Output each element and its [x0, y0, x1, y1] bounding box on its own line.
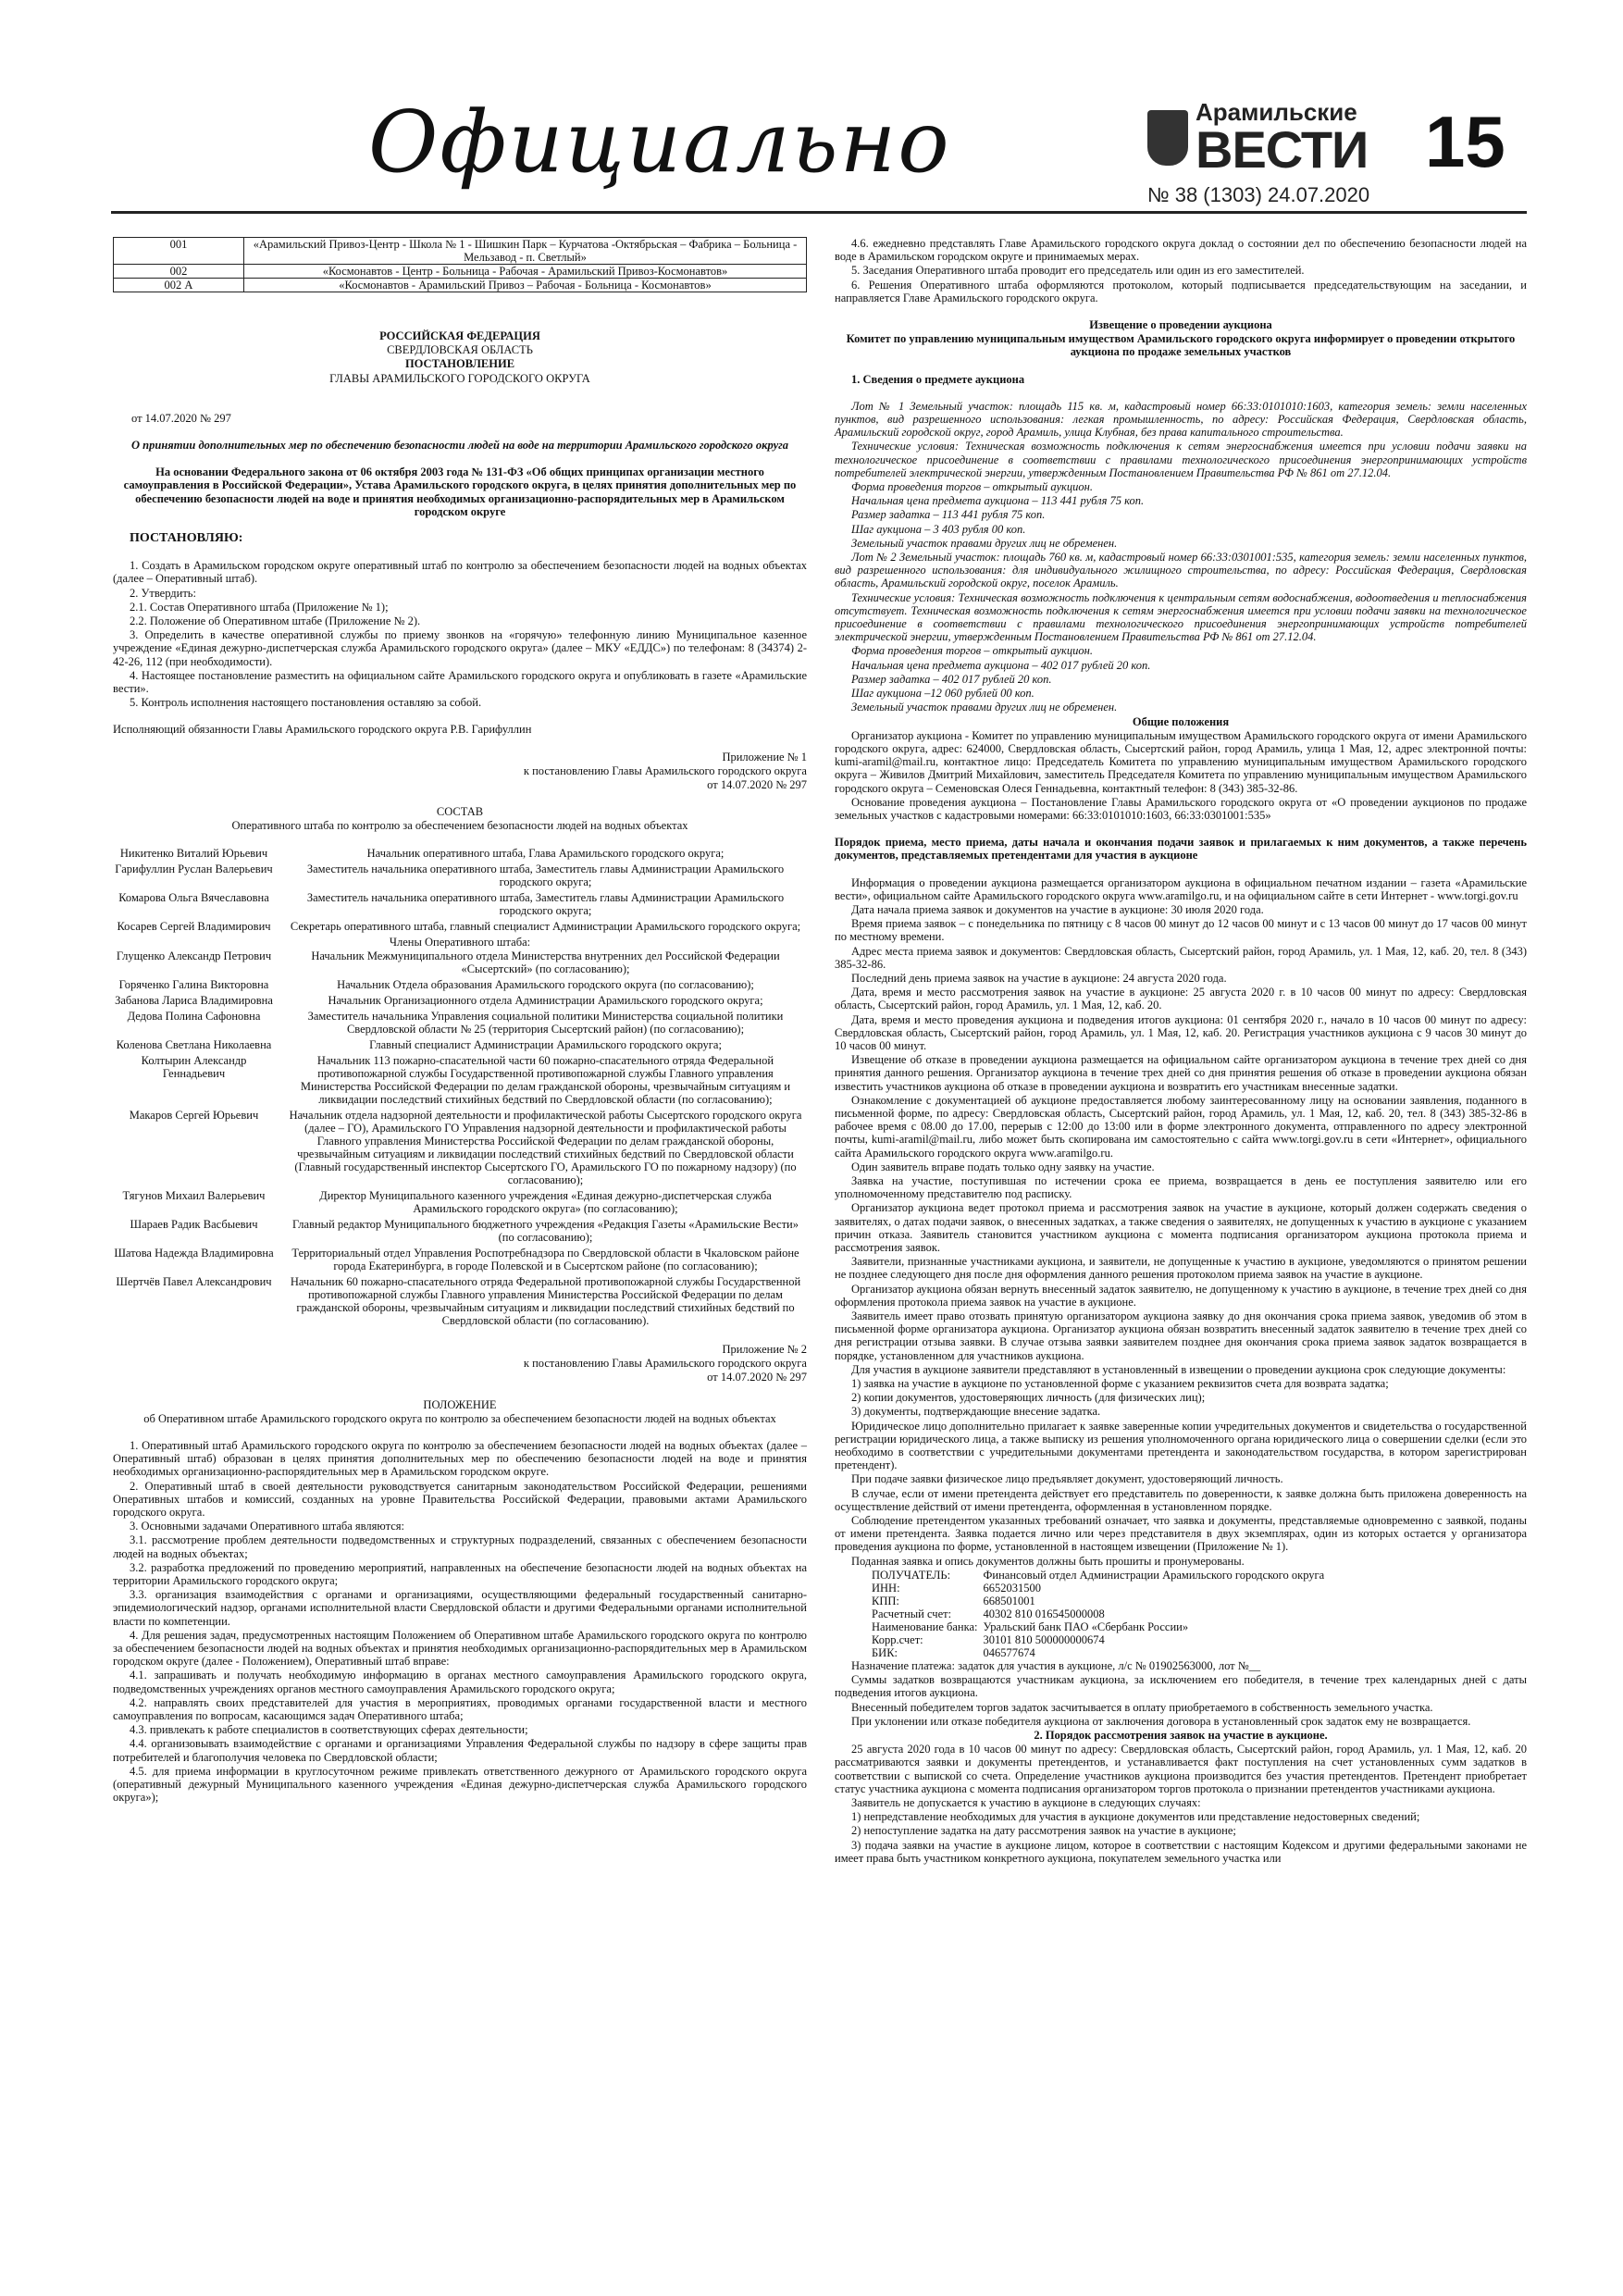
brand-main: ВЕСТИ: [1196, 120, 1369, 179]
member-name: Коленова Светлана Николаевна: [116, 1037, 272, 1051]
app2-items-para: 4. Для решения задач, предусмотренных настоящим Положением об Оперативном штабе Арамильского городского округа по контролю за обеспечением безопасности людей на водных объектах и принятия необходимых организационно-распорядительных мер в Арамильском городском округе (далее - Положением), Оперативный штаб вправе:: [113, 1628, 807, 1669]
procedure-items: [835, 876, 1527, 1568]
procedure-para: Заявители, признанные участниками аукциона, и заявители, не допущенные к участию в аукционе, уведомляются о принятом решении не позднее следующего дня после дня оформления данного решения протоколом приема заявок на участие в аукционе.: [835, 1255, 1527, 1282]
lot2-para: Лот № 2 Земельный участок: площадь 760 кв. м, кадастровый номер 66:33:0301001:535, категория земель: земли населенных пунктов, вид разрешенного использования: для индивидуального жилищного строительства, по адресу: Российская Федерация, Свердловская область, Арамильский городской округ, поселок Арамиль.: [835, 551, 1527, 590]
member-row: [113, 891, 807, 920]
requisite-key: ПОЛУЧАТЕЛЬ:: [872, 1568, 951, 1582]
member-row: [113, 1109, 807, 1189]
res-header-4: ГЛАВЫ АРАМИЛЬСКОГО ГОРОДСКОГО ОКРУГА: [329, 371, 590, 385]
app2-ref3: от 14.07.2020 № 297: [707, 1371, 807, 1384]
requisite-row: [872, 1620, 1330, 1633]
right-top-items: [835, 237, 1527, 304]
member-position: Начальник Межмуниципального отдела Министерства внутренних дел Российской Федерации «Сысертский» (по согласованию);: [311, 949, 780, 975]
requisite-value: 6652031500: [983, 1581, 1042, 1595]
requisite-value: 668501001: [983, 1594, 1035, 1607]
res-items: [113, 559, 807, 709]
s2-para: 2) непоступление задатка на дату рассмотрения заявок на участие в аукционе;: [851, 1824, 1236, 1838]
app2-items-para: 4.5. для приема информации в круглосуточном режиме привлекать ответственного дежурного от Арамильского городского округа (оперативный дежурный Муниципального казенного учреждения «Единая дежурно-диспетчерская служба Арамильского городского округа»);: [113, 1764, 807, 1805]
general-para: Основание проведения аукциона – Постановление Главы Арамильского городского округа от «О проведении аукционов по продаже земельных участков с кадастровыми номерами: 66:33:0101010:1603, 66:33:0301001:535»: [835, 795, 1527, 822]
right-column: [835, 237, 1527, 1866]
member-name: Тягунов Михаил Валерьевич: [122, 1188, 266, 1202]
procedure-title: Порядок приема, место приема, даты начала и окончания подачи заявок и прилагаемых к ним документов, а также перечень документов, представляемых претендентами для участия в аукционе: [835, 836, 1527, 863]
lot1-para: Начальная цена предмета аукциона – 113 441 рубля 75 коп.: [851, 494, 1145, 508]
procedure-para: Юридическое лицо дополнительно прилагает к заявке заверенные копии учредительных документов и свидетельства о государственной регистрации юридического лица, а также выписку из решения уполномоченного органа юридического лица о совершении сделки (если это необходимо в соответствии с учредительными документами претендента и законодательством государства, в котором зарегистрирован претендент).: [835, 1419, 1527, 1472]
res-items-para: 2. Утвердить:: [130, 586, 196, 600]
app2-title: ПОЛОЖЕНИЕ: [423, 1397, 497, 1411]
lot-1: [835, 400, 1527, 550]
auction-subtitle: Комитет по управлению муниципальным имуществом Арамильского городского округа информирует о проведении открытого аукциона по продаже земельных участков: [846, 332, 1516, 359]
app2-items-para: 4.4. организовывать взаимодействие с органами и организациями Управления Федеральной службы по надзору в сфере защиты прав потребителей и благополучия человека по Свердловской области;: [113, 1737, 807, 1764]
right-top-para: 5. Заседания Оперативного штаба проводит его председатель или один из его заместителей.: [851, 264, 1305, 278]
member-row: [113, 1189, 807, 1218]
lot2-para: Шаг аукциона –12 060 рублей 00 коп.: [851, 687, 1035, 701]
right-top-para: 6. Решения Оперативного штаба оформляются протоколом, который подписывается председательствующим на заседании, и направляется Главе Арамильского городского округа.: [835, 278, 1527, 304]
requisites-table: [872, 1569, 1330, 1659]
app2-items-para: 3.3. организация взаимодействия с органами и организациями, осуществляющими федеральный государственный санитарно-эпидемиологический надзор, органами исполнительной власти Свердловской области и другими Федеральными органами исполнительной власти по компетенции.: [113, 1588, 807, 1628]
procedure-para: Извещение об отказе в проведении аукциона размещается на официальном сайте организатором аукциона в течение трех дней со дня принятия данного решения. Организатор аукциона в течение трех дней со дня принятия решения об отказе в проведении аукциона обязан известить участников аукциона об отказе в проведении аукциона и возвратить его участникам внесенные задатки.: [835, 1053, 1527, 1093]
app1-ref3: от 14.07.2020 № 297: [707, 778, 807, 792]
res-items-para: 2.1. Состав Оперативного штаба (Приложение № 1);: [130, 600, 389, 614]
member-position: Заместитель начальника оперативного штаба, Заместитель главы Администрации Арамильского городского округа;: [306, 862, 785, 888]
route-number: 002 А: [114, 279, 244, 292]
app2-items-para: 4.1. запрашивать и получать необходимую информацию в органах местного самоуправления Арамильского городского округа, подведомственных учреждениях органов местного самоуправления Арамильского городского округа;: [113, 1669, 807, 1695]
requisite-row: [872, 1607, 1330, 1620]
general-para: Организатор аукциона - Комитет по управлению муниципальным имуществом Арамильского городского округа от имени Арамильского городского округа, адрес: 624000, Свердловская область, Сысертский район, город Арамиль, улица 1 Мая, 12, адрес электронной почты: kumi-aramil@mail.ru, контактное лицо: Председатель Комитета по управлению муниципальным имуществом Арамильского городского округа – Живилов Дмитрий Михайлович, заместитель Председателя Комитета по управлению муниципальным имуществом Арамильского городского округа – Семеновская Олеся Геннадьевна, контактный телефон: 8 (343) 385-32-86.: [835, 728, 1527, 795]
procedure-para: 3) документы, подтверждающие внесение задатка.: [851, 1405, 1101, 1419]
member-row: [113, 847, 807, 863]
app1-ref1: Приложение № 1: [722, 750, 807, 763]
procedure-para: Поданная заявка и опись документов должны быть прошиты и пронумерованы.: [851, 1554, 1245, 1568]
procedure-para: Заявка на участие, поступившая по истечении срока ее приема, возвращается в день ее поступления заявителю или его уполномоченному представителю под расписку.: [835, 1174, 1527, 1201]
member-position: Начальник Организационного отдела Администрации Арамильского городского округа;: [328, 993, 763, 1007]
app2-items: [113, 1439, 807, 1804]
requisite-row: [872, 1633, 1330, 1646]
route-number: 002: [114, 265, 244, 279]
member-row: [113, 1054, 807, 1109]
member-name: Шатова Надежда Владимировна: [114, 1246, 274, 1260]
app2-ref2: к постановлению Главы Арамильского городского округа: [523, 1357, 807, 1371]
route-row: [114, 279, 807, 292]
app1-subtitle: Оперативного штаба по контролю за обеспечением безопасности людей на водных объектах: [231, 819, 688, 833]
left-column: [113, 237, 807, 1805]
member-row: [113, 920, 807, 936]
procedure-para: Заявитель имеет право отозвать принятую организатором аукциона заявку до дня окончания срока приема заявок, уведомив об этом в письменной форме организатора аукциона. Организатор аукциона обязан возвратить внесенный задаток заявителю в течение трех дней со дня регистрации отзыва заявки. В случае отзыва заявки заявителем позднее дня окончания срока приема заявок задаток возвращается в порядке, установленном для участников аукциона.: [835, 1309, 1527, 1362]
member-name: Глущенко Александр Петрович: [116, 949, 272, 962]
member-position: Начальник 113 пожарно-спасательной части 60 пожарно-спасательного отряда Федеральной противопожарной службы Государственной противопожарной службы Главного управления Министерства Российской Федерации по делам гражданской обороны, чрезвычайным ситуациям и ликвидации последствий стихийных бедствий по Свердловской области (по согласованию);: [300, 1053, 791, 1106]
res-header-2: СВЕРДЛОВСКАЯ ОБЛАСТЬ: [387, 343, 533, 357]
member-name: Дедова Полина Сафоновна: [127, 1009, 261, 1023]
brand-top: Арамильские: [1196, 98, 1357, 126]
procedure-para: Ознакомление с документацией об аукционе предоставляется любому заинтересованному лицу на основании заявления, поданного в письменной форме, по адресу: Свердловская область, Сысертский район, город Арамиль, ул. 1 Мая, 12, каб. 20, тел. 8 (343) 385-32-86 в рабочее время с 08.00 до 17.00, перерыв с 12:00 до 13:00 или в форме электронного документа, отправленного по адресу электронной почты, kumi-aramil@mail.ru, либо может быть скопирована им самостоятельно с сайта www.torgi.gov.ru в сети «Интернет», официального сайта Арамильского городского округа www.aramilgo.ru.: [835, 1093, 1527, 1160]
procedure-para: При подаче заявки физическое лицо предъявляет документ, удостоверяющий личность.: [851, 1472, 1283, 1486]
procedure-para: Соблюдение претендентом указанных требований означает, что заявка и документы, представляемые одновременно с заявкой, поданы от имени претендента. Заявка подается лично или через представителя в двух экземплярах, один из которых остается у организатора проведения аукциона по форме, установленной в настоящем извещении (Приложение № 1).: [835, 1514, 1527, 1554]
member-row: [113, 949, 807, 978]
newspaper-logo: [1147, 98, 1369, 179]
general-title: Общие положения: [1132, 714, 1230, 728]
route-row: [114, 238, 807, 265]
procedure-para: Информация о проведении аукциона размещается организатором аукциона в официальном печатном издании – газета «Арамильские вести», официальном сайте Арамильского городского округа www.aramilgo.ru, и на официальном сайте в сети Интернет - www.torgi.gov.ru: [835, 875, 1527, 902]
member-position: Директор Муниципального казенного учреждения «Единая дежурно-диспетчерская служба Арамильского городского округа» (по согласованию);: [319, 1188, 772, 1215]
requisite-row: [872, 1646, 1330, 1659]
route-description: «Космонавтов - Центр - Больница - Рабочая - Арамильский Привоз-Космонавтов»: [244, 265, 807, 279]
res-items-para: 4. Настоящее постановление разместить на официальном сайте Арамильского городского округа и опубликовать в газете «Арамильские вести».: [113, 668, 807, 696]
crest-icon: [1147, 110, 1188, 166]
section-title: Официально: [368, 93, 951, 192]
member-row: [113, 863, 807, 891]
lot1-para: Шаг аукциона – 3 403 рубля 00 коп.: [851, 522, 1026, 536]
member-position: Начальник Отдела образования Арамильского городского округа (по согласованию);: [337, 977, 754, 991]
member-position: Начальник отдела надзорной деятельности и профилактической работы Сысертского городского округа (далее – ГО), Арамильского ГО Управления надзорной деятельности и профилактической работы Главного управления Министерства Российской Федерации по делам гражданской обороны, чрезвычайным ситуациям и ликвидации последствий стихийных бедствий по Свердловской области (Главный государственный инспектор Сысертского ГО, Арамильского ГО по пожарному надзору) (по согласованию);: [289, 1108, 802, 1186]
routes-table: [113, 237, 807, 292]
requisite-value: 40302 810 016545000008: [983, 1607, 1105, 1620]
member-row: [113, 1218, 807, 1247]
s2-para: 3) подача заявки на участие в аукционе лицом, которое в соответствии с настоящим Кодексом и другими федеральными законами не имеет права быть участником конкретного аукциона, покупателем земельного участка или: [835, 1838, 1527, 1865]
res-items-para: 5. Контроль исполнения настоящего постановления оставляю за собой.: [130, 696, 482, 710]
member-row: [113, 978, 807, 994]
res-decree: ПОСТАНОВЛЯЮ:: [130, 531, 243, 546]
member-row: [113, 1038, 807, 1054]
procedure-para: 2) копии документов, удостоверяющих личность (для физических лиц);: [851, 1391, 1206, 1405]
app2-items-para: 4.2. направлять своих представителей для участия в мероприятиях, проводимых органами государственной власти и местного самоуправления по вопросам, касающимся задач Оперативного штаба;: [113, 1695, 807, 1722]
member-position: Территориальный отдел Управления Роспотребнадзора по Свердловской области в Чкаловском районе города Екатеринбурга, в городе Полевской и в Сысертском районе (по согласованию);: [291, 1246, 799, 1272]
member-name: Никитенко Виталий Юрьевич: [119, 846, 268, 860]
requisite-row: [872, 1595, 1330, 1607]
s2-para: Заявитель не допускается к участию в аукционе в следующих случаях:: [851, 1795, 1201, 1809]
app1-ref2: к постановлению Главы Арамильского городского округа: [523, 763, 807, 777]
requisite-key: БИК:: [872, 1645, 898, 1659]
member-row: [113, 1275, 807, 1330]
member-name: Шертчёв Павел Александрович: [116, 1274, 272, 1288]
procedure-para: В случае, если от имени претендента действует его представитель по доверенности, к заявке должна быть приложена доверенность на осуществление действий от имени претендента, оформленная в установленном порядке.: [835, 1486, 1527, 1513]
page-number: 15: [1425, 101, 1505, 182]
app2-items-para: 3.1. рассмотрение проблем деятельности подведомственных и структурных подразделений, связанных с обеспечением безопасности людей на водных объектах;: [113, 1533, 807, 1560]
app2-ref1: Приложение № 2: [722, 1342, 807, 1356]
procedure-para: Дата начала приема заявок и документов на участие в аукционе: 30 июля 2020 года.: [851, 902, 1264, 916]
member-position: Заместитель начальника оперативного штаба, Заместитель главы Администрации Арамильского городского округа;: [306, 890, 785, 917]
member-name: Шараев Радик Васбыевич: [130, 1217, 258, 1231]
requisite-value: Финансовый отдел Администрации Арамильского городского округа: [983, 1568, 1325, 1582]
member-position: Главный редактор Муниципального бюджетного учреждения «Редакция Газеты «Арамильские Вести» (по согласованию);: [292, 1217, 799, 1244]
procedure-para: Адрес места приема заявок и документов: Свердловская область, Сысертский район, город Арамиль, ул. 1 Мая, 12, каб. 20, тел. 8 (343) 385-32-86.: [835, 944, 1527, 971]
after-req-para: Внесенный победителем торгов задаток засчитывается в оплату приобретаемого в собственность земельного участка.: [851, 1700, 1433, 1714]
route-number: 001: [114, 238, 244, 265]
requisite-key: КПП:: [872, 1594, 899, 1607]
lot2-para: Форма проведения торгов – открытый аукцион.: [851, 644, 1093, 658]
member-name: Горяченко Галина Викторовна: [118, 977, 269, 991]
member-position: Начальник оперативного штаба, Глава Арамильского городского округа;: [366, 846, 725, 860]
issue-number: № 38 (1303) 24.07.2020: [1147, 183, 1370, 206]
res-header-1: РОССИЙСКАЯ ФЕДЕРАЦИЯ: [379, 329, 540, 342]
app2-items-para: 2. Оперативный штаб в своей деятельности руководствуется санитарным законодательством Российской Федерации, решениями Оперативных штабов и комиссий, созданных на уровне Правительства Российской Федерации, правовыми актами Арамильского городского округа.: [113, 1479, 807, 1519]
requisite-value: Уральский банк ПАО «Сбербанк России»: [983, 1620, 1189, 1633]
procedure-para: Дата, время и место рассмотрения заявок на участие в аукционе: 25 августа 2020 г. в 10 часов 00 минут по адресу: Свердловская область, Сысертский район, город Арамиль, ул. 1 Мая, 12, каб. 20.: [835, 986, 1527, 1012]
procedure-para: Время приема заявок – с понедельника по пятницу с 8 часов 00 минут до 12 часов 00 минут и с 13 часов 00 минут до 17 часов 00 минут по местному времени.: [835, 917, 1527, 944]
app2-items-para: 4.3. привлекать к работе специалистов в соответствующих сферах деятельности;: [130, 1723, 528, 1737]
res-items-para: 1. Создать в Арамильском городском округе оперативный штаб по контролю за обеспечением безопасности людей на водных объектах (далее – Оперативный штаб).: [113, 559, 807, 586]
lot2-para: Начальная цена предмета аукциона – 402 017 рублей 20 коп.: [851, 658, 1151, 672]
res-header-3: ПОСТАНОВЛЕНИЕ: [404, 357, 515, 371]
after-req-para: При уклонении или отказе победителя аукциона от заключения договора в установленный срок задаток ему не возвращается.: [851, 1714, 1471, 1728]
lot1-para: Земельный участок правами других лиц не обременен.: [851, 536, 1118, 550]
requisite-key: Расчетный счет:: [872, 1607, 952, 1620]
member-name: Макаров Сергей Юрьевич: [129, 1108, 259, 1122]
procedure-para: Для участия в аукционе заявители представляют в установленный в извещении о проведении аукциона срок следующие документы:: [851, 1362, 1506, 1376]
member-name: Комарова Ольга Вячеславовна: [118, 890, 269, 904]
res-items-para: 3. Определить в качестве оперативной службы по приему звонков на «горячую» телефонную линию Муниципальное казенное учреждение «Единая дежурно-диспетчерская служба Арамильского городского округа» (далее – МКУ «ЕДДС») по телефонам: 8 (34374) 2-42-26, 112 (при необходимости).: [113, 628, 807, 668]
res-signature: Исполняющий обязанности Главы Арамильского городского округа Р.В. Гарифуллин: [113, 723, 532, 737]
lot1-para: Лот № 1 Земельный участок: площадь 115 кв. м, кадастровый номер 66:33:0101010:1603, категория земель: земли населенных пунктов, вид разрешенного использования: легкая промышленность, по адресу: Российская Федерация, Свердловская область, Арамильский городской округ, город Арамиль, улица Клубная, без права капитального строительства.: [835, 399, 1527, 440]
after-req-para: Назначение платежа: задаток для участия в аукционе, л/с № 01902563000, лот №__: [851, 1658, 1261, 1672]
leaders-table: [113, 847, 807, 936]
route-description: «Космонавтов - Арамильский Привоз – Рабочая - Больница - Космонавтов»: [244, 279, 807, 292]
member-position: Главный специалист Администрации Арамильского городского округа;: [369, 1037, 722, 1051]
res-date: от 14.07.2020 № 297: [131, 411, 231, 425]
lot2-para: Размер задатка – 402 017 рублей 20 коп.: [851, 672, 1052, 686]
app2-items-para: 1. Оперативный штаб Арамильского городского округа по контролю за обеспечением безопасности людей на водных объектах (далее – Оперативный штаб) образован в целях принятия дополнительных мер по обеспечению безопасности людей на воде и принятия необходимых организационно-распорядительных мер в Арамильском городском округе.: [113, 1438, 807, 1479]
lot1-para: Форма проведения торгов – открытый аукцион.: [851, 480, 1093, 494]
member-name: Гарифуллин Руслан Валерьевич: [115, 862, 273, 875]
auction-section-1: 1. Сведения о предмете аукциона: [851, 372, 1025, 386]
s2-para: 25 августа 2020 года в 10 часов 00 минут по адресу: Свердловская область, Сысертский район, город Арамиль, ул. 1 Мая, 12, каб. 20 рассматриваются заявки и документы претендентов, и устанавливается факт поступления на счет установленных сумм задатков в соответствии с выпиской со счета. Определение участников аукциона производится без участия претендентов. Претендент приобретает статус участника аукциона с момента подписания организатором торгов протокола о признании претендентов участниками аукциона.: [835, 1743, 1527, 1795]
procedure-para: Последний день приема заявок на участие в аукционе: 24 августа 2020 года.: [851, 971, 1227, 985]
member-name: Забанова Лариса Владимировна: [115, 993, 273, 1007]
s2-para: 1) непредставление необходимых для участия в аукционе документов или представление недостоверных сведений;: [851, 1810, 1420, 1824]
procedure-para: Организатор аукциона ведет протокол приема и рассмотрения заявок на участие в аукционе, который должен содержать сведения о заявителях, о датах подачи заявок, о внесенных задатках, а также сведения о заявителях, не допущенных к участию в аукционе с указанием причин отказа. Заявитель становится участником аукциона с момента подписания организатором аукциона протокола приема и рассмотрения заявок.: [835, 1201, 1527, 1255]
section-2-title: 2. Порядок рассмотрения заявок на участие в аукционе.: [1034, 1728, 1328, 1742]
general-provisions: [835, 729, 1527, 822]
member-row: [113, 1247, 807, 1275]
route-description: «Арамильский Привоз-Центр - Школа № 1 - Шишкин Парк – Курчатова -Октябрьская – Фабрика – Больница - Мельзавод - п. Светлый»: [244, 238, 807, 265]
member-name: Колтырин Александр Геннадьевич: [141, 1053, 247, 1080]
requisite-value: 30101 810 500000000674: [983, 1632, 1105, 1646]
requisite-row: [872, 1582, 1330, 1595]
member-position: Секретарь оперативного штаба, главный специалист Администрации Арамильского городского округа;: [290, 919, 801, 933]
app2-items-para: 3.2. разработка предложений по проведению мероприятий, направленных на обеспечение безопасности людей на водных объектах на территории Арамильского городского округа;: [113, 1560, 807, 1587]
lot1-para: Технические условия: Техническая возможность подключения к сетям энергоснабжения имеется при условии подачи заявки на технологическое присоединение в соответствии с правилами технологического присоединения энергопринимающих устройств потребителей электрической энергии, утвержденным Постановлением Правительства РФ № 861 от 27.12.04.: [835, 440, 1527, 479]
requisite-value: 046577674: [983, 1645, 1035, 1659]
app2-items-para: 3. Основными задачами Оперативного штаба являются:: [130, 1520, 404, 1533]
requisite-key: Наименование банка:: [872, 1620, 978, 1633]
res-items-para: 2.2. Положение об Оперативном штабе (Приложение № 2).: [130, 614, 421, 628]
lot2-para: Технические условия: Техническая возможность подключения к центральным сетям водоснабжения, водоотведения и теплоснабжения отсутствует. Техническая возможность подключения к сетям энергоснабжения имеется при условии подачи заявки на технологическое присоединение в соответствии с правилами технологического присоединения энергопринимающих устройств потребителей электрической энергии, утвержденным Постановлением Правительства РФ № 861 от 27.12.04.: [835, 590, 1527, 644]
lot2-para: Земельный участок правами других лиц не обременен.: [851, 701, 1118, 714]
after-requisites: [835, 1659, 1527, 1728]
right-top-para: 4.6. ежедневно представлять Главе Арамильского городского округа доклад о состоянии дел по обеспечению безопасности людей на воде в Арамильском городском округе и принимаемых мерах.: [835, 237, 1527, 264]
res-basis: На основании Федерального закона от 06 октября 2003 года № 131-ФЗ «Об общих принципах организации местного самоуправления в Российской Федерации», Устава Арамильского городского округа, в целях принятия дополнительных мер по обеспечению безопасности людей на воде и принятия необходимых организационно-распорядительных мер в Арамильском городском округе: [123, 465, 797, 518]
after-req-para: Суммы задатков возвращаются участникам аукциона, за исключением его победителя, в течение трех календарных дней с даты подведения итогов аукциона.: [835, 1673, 1527, 1700]
app1-title: СОСТАВ: [436, 805, 484, 819]
app2-subtitle: об Оперативном штабе Арамильского городского округа по контролю за обеспечением безопасности людей на водных объектах: [143, 1411, 776, 1425]
lot-2: [835, 551, 1527, 714]
requisite-row: [872, 1569, 1330, 1582]
procedure-para: 1) заявка на участие в аукционе по установленной форме с указанием реквизитов счета для возврата задатка;: [851, 1377, 1389, 1391]
lot1-para: Размер задатка – 113 441 рубля 75 коп.: [851, 508, 1046, 522]
members-header: Члены Оперативного штаба:: [389, 935, 531, 949]
procedure-para: Дата, время и место проведения аукциона и подведения итогов аукциона: 01 сентября 2020 г., начало в 10 часов 00 минут по адресу: Свердловская область, Сысертский район, город Арамиль, ул. 1 Мая, 12, каб. 20. Регистрация участников аукциона с 9 часов 30 минут до 10 часов 00 минут.: [835, 1012, 1527, 1052]
member-position: Начальник 60 пожарно-спасательного отряда Федеральной противопожарной службы Государственной противопожарной службы Главного управления Министерства Российской Федерации по делам гражданской обороны, чрезвычайным ситуациям и ликвидации последствий стихийных бедствий по Свердловской области (по согласованию).: [290, 1274, 801, 1327]
route-row: [114, 265, 807, 279]
procedure-para: Один заявитель вправе подать только одну заявку на участие.: [851, 1160, 1155, 1173]
member-position: Заместитель начальника Управления социальной политики Министерства социальной политики Свердловской области № 25 (территория Сысертский район) (по согласованию);: [307, 1009, 784, 1036]
header-divider: [111, 211, 1527, 214]
masthead: [0, 0, 1623, 222]
requisite-key: ИНН:: [872, 1581, 900, 1595]
auction-title: Извещение о проведении аукциона: [1089, 318, 1272, 332]
member-row: [113, 1010, 807, 1038]
res-title: О принятии дополнительных мер по обеспечению безопасности людей на воде на территории Арамильского городского округа: [131, 439, 788, 453]
member-row: [113, 994, 807, 1010]
procedure-para: Организатор аукциона обязан вернуть внесенный задаток заявителю, не допущенному к участию в аукционе, в течение трех дней со дня оформления протокола приема заявок на участие в аукционе.: [835, 1282, 1527, 1309]
members-table: [113, 949, 807, 1330]
section-2-items: [835, 1743, 1527, 1865]
requisite-key: Корр.счет:: [872, 1632, 923, 1646]
member-name: Косарев Сергей Владимирович: [117, 919, 271, 933]
